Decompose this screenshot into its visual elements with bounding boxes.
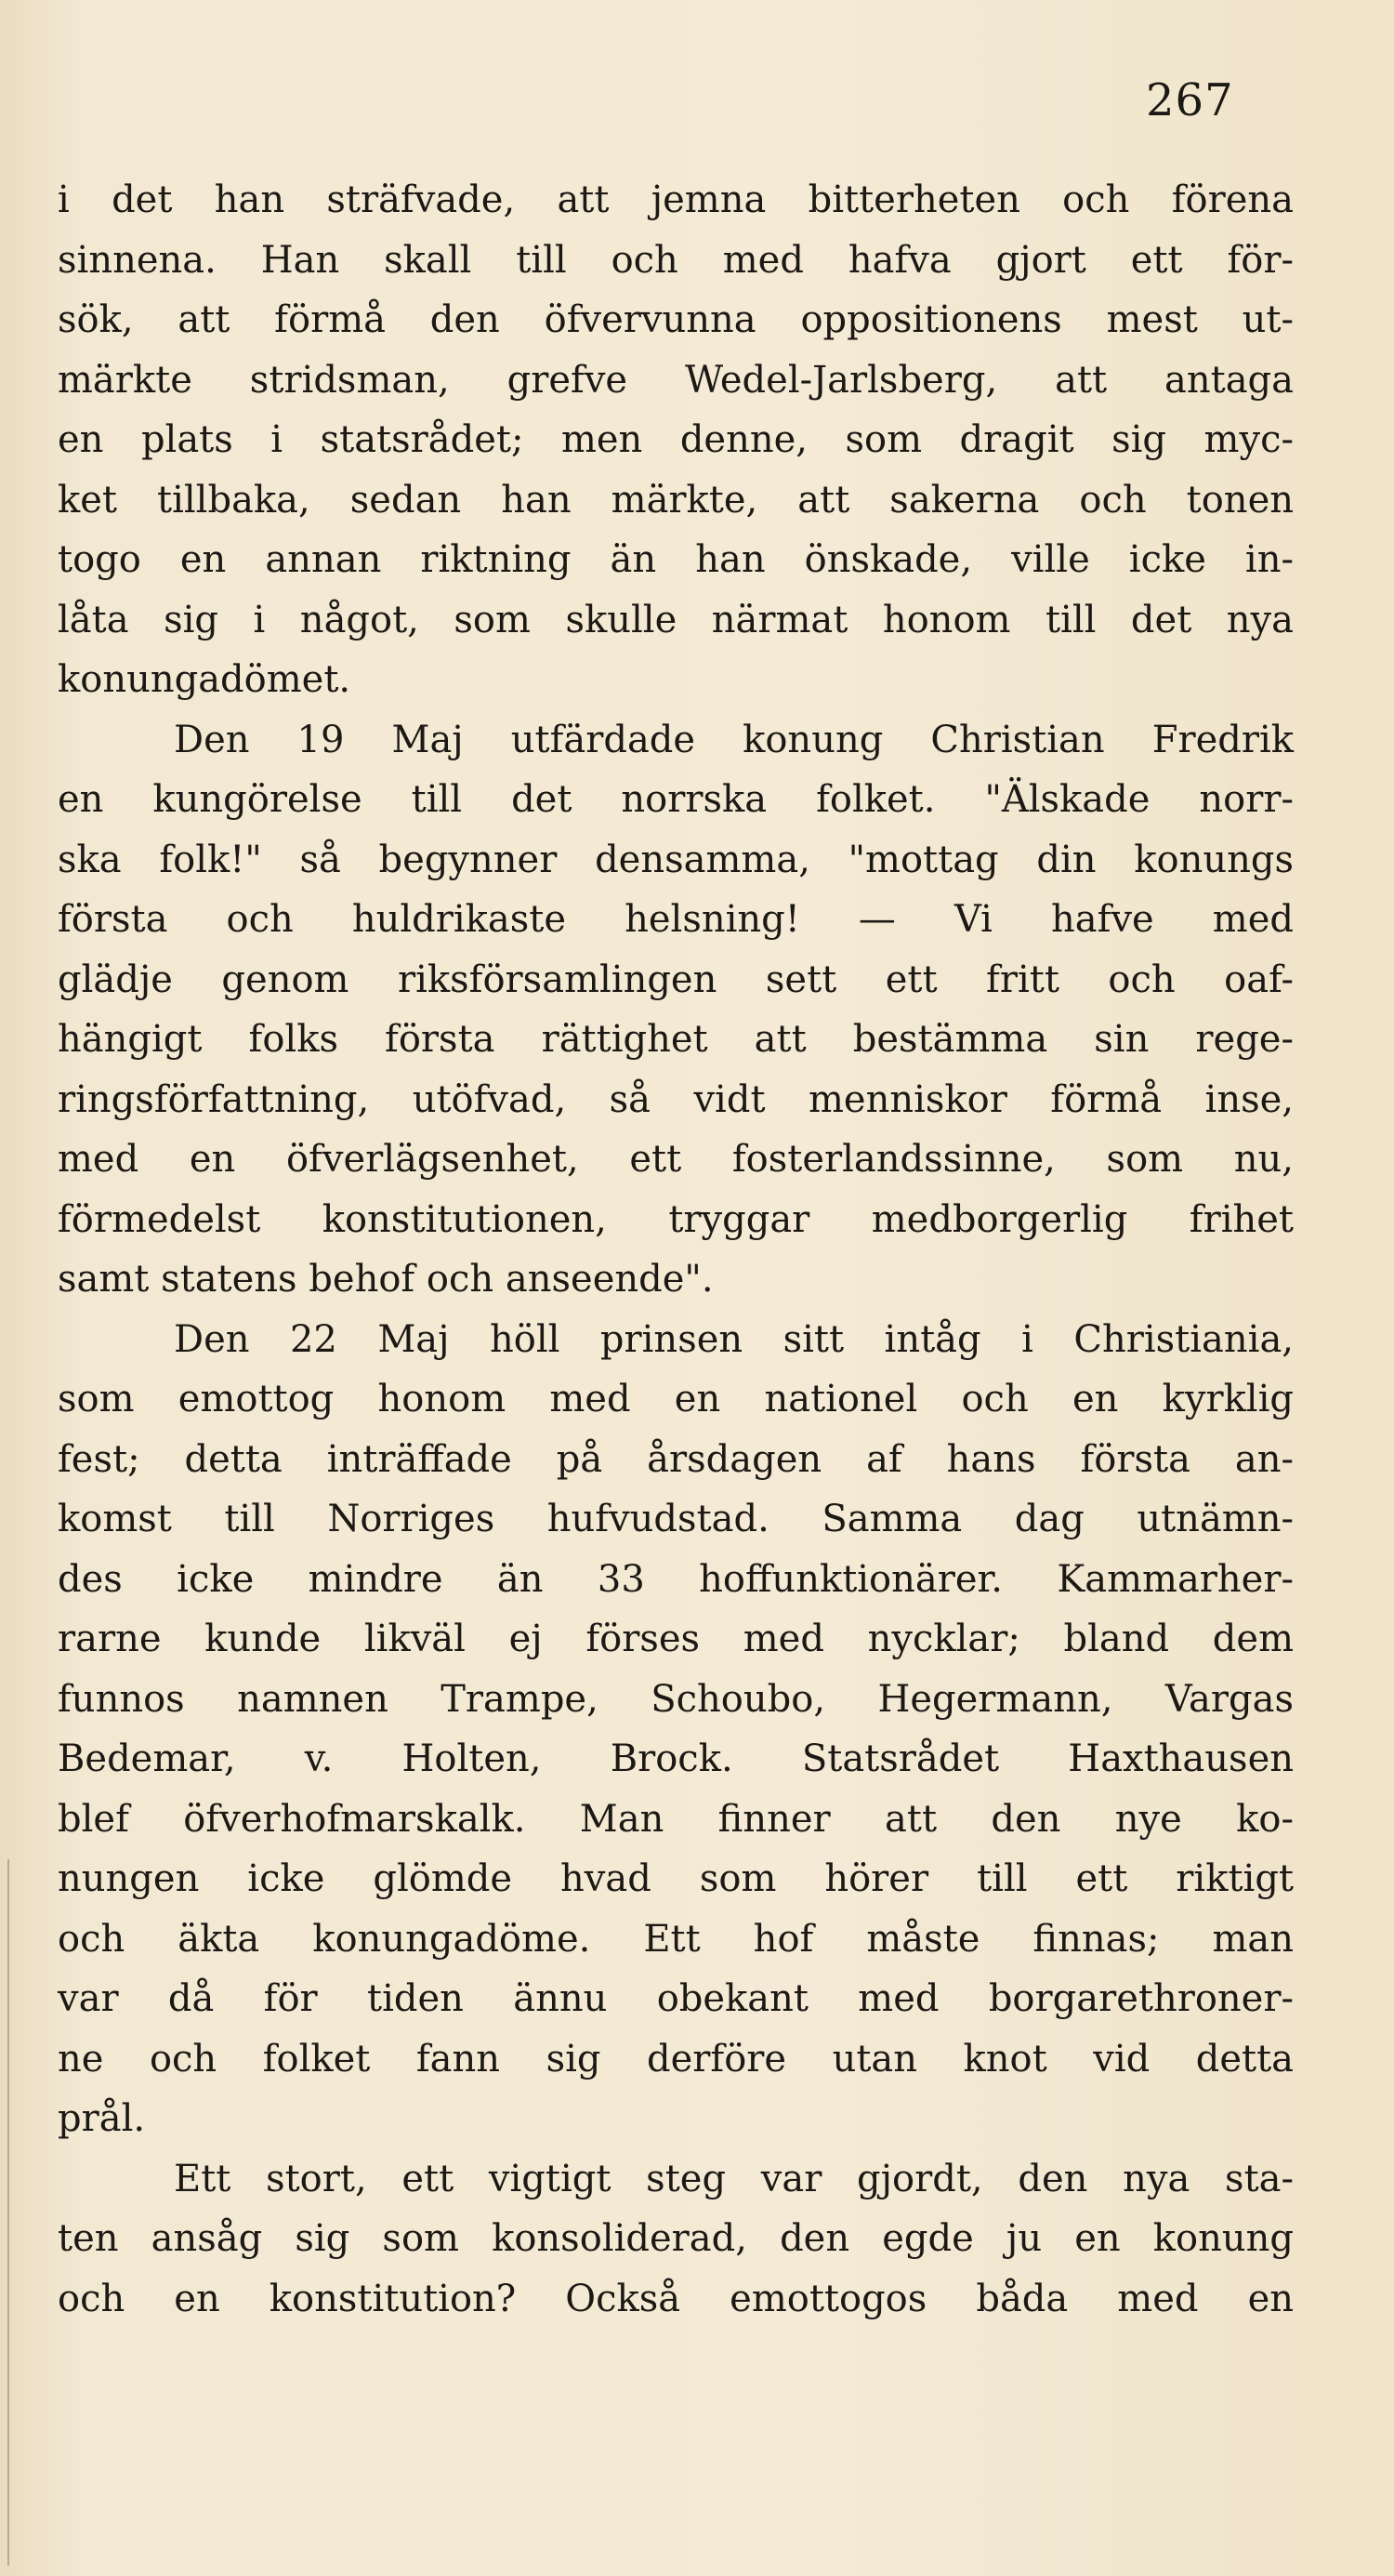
text-line: Bedemar, v. Holten, Brock. Statsrådet Haxthausen [58, 1737, 1294, 1780]
text-line: ska folk!" så begynner densamma, "mottag din konungs [58, 838, 1294, 881]
text-line: prål. [58, 2097, 146, 2140]
page-number: 267 [1146, 74, 1234, 126]
text-line: Ett stort, ett vigtigt steg var gjordt, den nya sta- [174, 2157, 1294, 2200]
text-line: sök, att förmå den öfvervunna oppositionens mest ut- [58, 298, 1294, 341]
text-line: glädje genom riksförsamlingen sett ett fritt och oaf- [58, 958, 1294, 1001]
text-line: ne och folket fann sig derföre utan knot vid detta [58, 2037, 1294, 2081]
text-line: des icke mindre än 33 hoffunktionärer. Kammarher- [58, 1557, 1294, 1601]
page-edge-shadow [7, 1859, 9, 2566]
text-line: i det han sträfvade, att jemna bitterheten och förena [58, 178, 1294, 221]
text-line: en kungörelse till det norrska folket. "Älskade norr- [58, 778, 1294, 821]
text-line: som emottog honom med en nationel och en kyrklig [58, 1378, 1294, 1420]
text-line: sinnena. Han skall till och med hafva gjort ett för- [58, 238, 1294, 282]
text-line: märkte stridsman, grefve Wedel-Jarlsberg, att antaga [58, 358, 1294, 402]
text-line: fest; detta inträffade på årsdagen af hans första an- [58, 1437, 1294, 1481]
text-line: ten ansåg sig som konsoliderad, den egde ju en konung [58, 2217, 1294, 2260]
text-line: en plats i statsrådet; men denne, som dragit sig myc- [58, 418, 1294, 461]
text-line: förmedelst konstitutionen, tryggar medborgerlig frihet [58, 1197, 1294, 1241]
text-line: hängigt folks första rättighet att bestämma sin rege- [58, 1018, 1294, 1061]
text-line: konungadömet. [58, 658, 351, 701]
text-line: Den 22 Maj höll prinsen sitt intåg i Christiania, [174, 1317, 1294, 1361]
text-line: rarne kunde likväl ej förses med nycklar; bland dem [58, 1618, 1294, 1660]
text-line: och en konstitution? Också emottogos båda med en [58, 2277, 1294, 2320]
text-line: nungen icke glömde hvad som hörer till ett riktigt [58, 1857, 1294, 1900]
text-line: komst till Norriges hufvudstad. Samma dag utnämn- [58, 1498, 1294, 1540]
text-line: med en öfverlägsenhet, ett fosterlandssinne, som nu, [58, 1138, 1294, 1181]
text-line: togo en annan riktning än han önskade, ville icke in- [58, 538, 1294, 581]
text-line: första och huldrikaste helsning! — Vi hafve med [58, 898, 1294, 941]
body-text [58, 170, 1294, 2329]
text-line: och äkta konungadöme. Ett hof måste finnas; man [58, 1917, 1294, 1961]
text-line: blef öfverhofmarskalk. Man finner att den nye ko- [58, 1797, 1294, 1841]
text-line: låta sig i något, som skulle närmat honom till det nya [58, 598, 1294, 641]
text-line: funnos namnen Trampe, Schoubo, Hegermann, Vargas [58, 1677, 1294, 1721]
text-line: var då för tiden ännu obekant med borgarethroner- [58, 1977, 1294, 2020]
text-line: samt statens behof och anseende". [58, 1258, 714, 1301]
text-line: ket tillbaka, sedan han märkte, att sakerna och tonen [58, 478, 1294, 522]
text-line: Den 19 Maj utfärdade konung Christian Fredrik [174, 718, 1294, 761]
text-line: ringsförfattning, utöfvad, så vidt menniskor förmå inse, [58, 1077, 1294, 1121]
